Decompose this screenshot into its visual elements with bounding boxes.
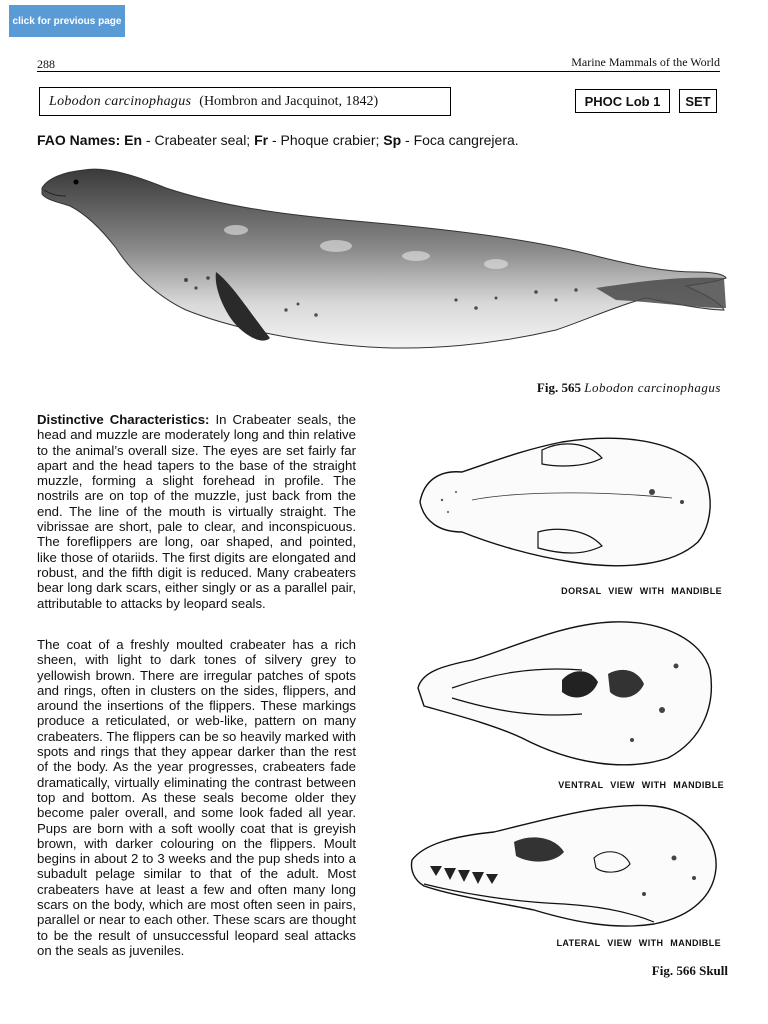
crabeater-seal-illustration (36, 160, 728, 360)
skull-dorsal-illustration (412, 420, 718, 580)
fao-fr-key: Fr (254, 132, 269, 148)
previous-page-button[interactable]: click for previous page (9, 5, 125, 37)
header-rule (37, 71, 720, 72)
figure-565-species: Lobodon carcinophagus (584, 380, 721, 395)
characteristics-paragraph (37, 412, 356, 611)
characteristics-heading: Distinctive Characteristics: (37, 412, 210, 427)
figure-565-number: Fig. 565 (536, 380, 581, 395)
page-number: 288 (37, 57, 55, 71)
fao-label: FAO Names: (37, 132, 121, 148)
species-name-box (39, 87, 451, 116)
skull-ventral-illustration (412, 610, 718, 775)
fao-fr-value: - Phoque crabier; (268, 132, 384, 148)
ventral-view-label: VENTRAL VIEW WITH MANDIBLE (558, 780, 724, 790)
figure-566-caption: Fig. 566 Skull (651, 963, 728, 978)
fao-sp-key: Sp (383, 132, 402, 148)
species-code-box: PHOC Lob 1 (575, 89, 670, 113)
fao-names (37, 132, 519, 148)
skull-lateral-illustration (404, 798, 726, 933)
coat-paragraph: The coat of a freshly moulted crabeater has a rich sheen, with light to dark tones of silvery grey to yellowish brown. There are irregular patches of spots and rings, often in clusters on the sides, flippers, and around the insertions of the flippers. These markings produce a reticulated, or web-like, pattern on many crabeaters. The flippers can be so heavily marked with spots and rings that they appear darker than the rest of the body. As the year progresses, crabeaters fade dramatically, virtually eliminating the contrast between top and bottom. As these seals become older they become paler overall, and some look faded all year. Pups are born with a soft woolly coat that is greyish brown, with darker colouring on the flippers. Moult begins in about 2 to 3 weeks and the pup sheds into a subadult pelage similar to that of the adult. Most crabeaters have at least a few and often many long scars on the body, which are most often seen in pairs, parallel or near to each other. These scars are thought to be the result of unsuccessful leopard seal attacks on the seals as juveniles. (37, 637, 356, 958)
species-authority: (Hombron and Jacquinot, 1842) (199, 93, 379, 109)
fao-en-key: En (124, 132, 143, 148)
lateral-view-label: LATERAL VIEW WITH MANDIBLE (556, 938, 721, 948)
fao-sp-value: - Foca cangrejera. (401, 132, 519, 148)
characteristics-body: In Crabeater seals, the head and muzzle are moderately long and thin relative to the animal’s overall size. The eyes are set fairly far apart and the head tapers to the base of the straight muzzle, forming a slight forehead in profile. The nostrils are on top of the muzzle, just back from the end. The line of the mouth is virtually straight. The vibrissae are short, pale to clear, and inconspicuous. The foreflippers are long, oar shaped, and pointed, like those of otariids. The first digits are elongated and robust, and the fifth digit is reduced. Many crabeaters bear long dark scars, either singly or as a parallel pair, attributable to attacks by leopard seals. (37, 412, 356, 611)
scientific-name: Lobodon carcinophagus (49, 93, 192, 109)
figure-565-caption (537, 380, 721, 396)
dorsal-view-label: DORSAL VIEW WITH MANDIBLE (561, 586, 722, 596)
running-title: Marine Mammals of the World (571, 55, 720, 69)
set-code-box: SET (679, 89, 717, 113)
fao-en-value: - Crabeater seal; (142, 132, 255, 148)
